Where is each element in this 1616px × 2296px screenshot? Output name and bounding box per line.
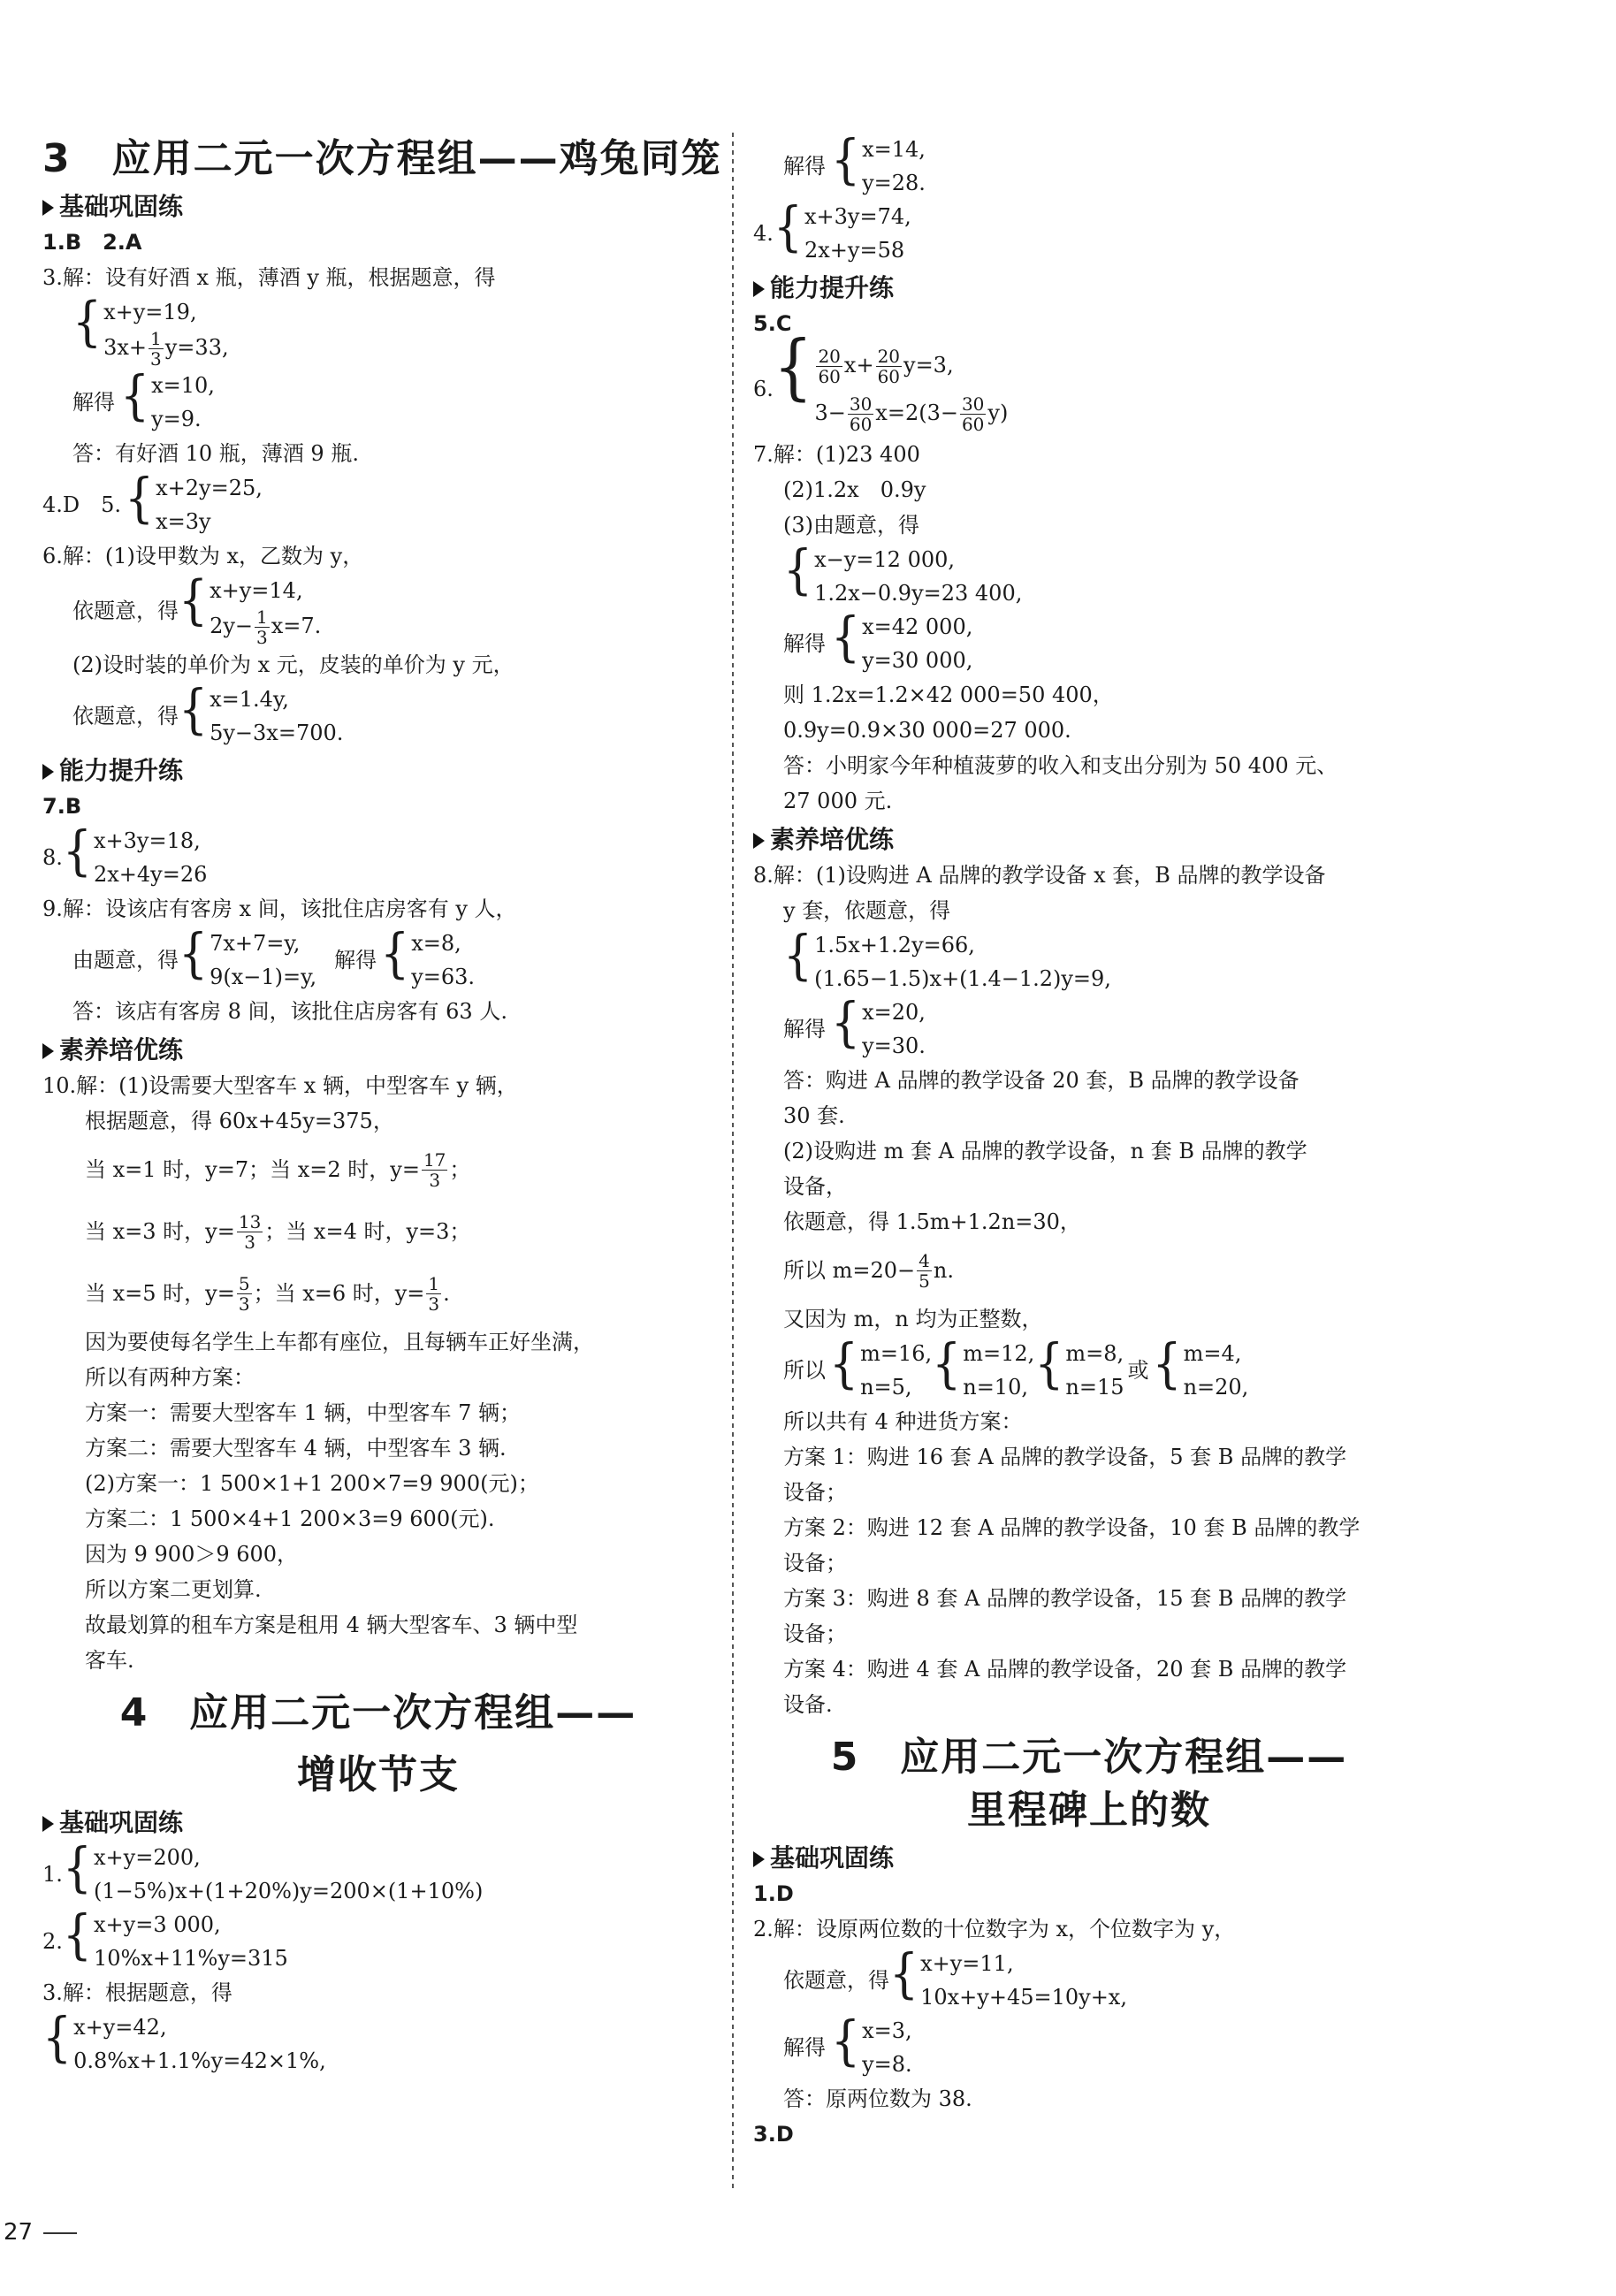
page-number: 27 <box>4 2219 77 2246</box>
answer-8-line: 设备； <box>783 1621 847 1646</box>
answer-3-solution-cont: 解得 { x=14, y=28. <box>783 129 926 195</box>
answer-b3-system: { x+y=42, 0.8%x+1.1%y=42×1%, <box>42 2007 326 2073</box>
footer-rule <box>43 2232 77 2234</box>
answer-7-solution: 解得 { x=42 000, y=30 000, <box>783 606 973 673</box>
answer-8-line: 答：购进 A 品牌的教学设备 20 套，B 品牌的教学设备 <box>783 1068 1300 1093</box>
answer-7-line: 0.9y=0.9×30 000=27 000. <box>783 718 1071 743</box>
answer-10-line: 方案二：1 500×4+1 200×3=9 600(元). <box>85 1507 495 1531</box>
heading-basic-4: 基础巩固练 <box>42 1805 714 1841</box>
fraction: $\frac{17}{3}$ <box>423 1148 446 1191</box>
fraction: $\frac{1}{3}$ <box>256 606 268 648</box>
answer-8-line: 所以共有 4 种进货方案： <box>783 1409 1023 1434</box>
answer-3-solution: 解得 { x=10, y=9. <box>72 365 215 431</box>
answer-9-intro: 9.解：设该店有客房 x 间，该批住店房客有 y 人， <box>42 896 517 921</box>
answer-10-line: 方案一：需要大型客车 1 辆，中型客车 7 辆； <box>85 1400 522 1425</box>
answer-6-intro: 6.解：(1)设甲数为 x，乙数为 y， <box>42 544 364 568</box>
answer-8-line: 所以 m=20− $\frac{4}{5}$ n. <box>783 1249 954 1292</box>
answer-6-system: 依题意，得 { x+y=14, 2y− $\frac{1}{3}$ x=7. <box>72 570 322 648</box>
heading-ability: 能力提升练 <box>42 753 714 789</box>
answer-10-line: (2)方案一：1 500×1+1 200×7=9 900(元)； <box>85 1471 539 1496</box>
answer-c1: 1.D <box>753 1881 794 1906</box>
answer-10-line: 故最划算的租车方案是租用 4 辆大型客车、3 辆中型 <box>85 1613 578 1637</box>
answer-10-line: 根据题意，得 60x+45y=375， <box>85 1109 394 1133</box>
triangle-icon <box>753 833 765 849</box>
answer-b3-intro: 3.解：根据题意，得 <box>42 1980 232 2005</box>
triangle-icon <box>42 200 54 216</box>
answer-10-line: 因为要使每名学生上车都有座位，且每辆车正好坐满， <box>85 1330 594 1354</box>
answer-c2-system: 依题意，得 { x+y=11, 10x+y+45=10y+x, <box>783 1943 1127 2010</box>
answer-4-5: 4.D 5. { x+2y=25, x=3y <box>42 468 263 534</box>
answer-7-line: 27 000 元. <box>783 789 893 813</box>
triangle-icon <box>753 1851 765 1867</box>
answer-c3: 3.D <box>753 2122 794 2147</box>
section-title-5-sub: 里程碑上的数 <box>967 1788 1211 1833</box>
answer-10-line: 当 x=3 时，y= $\frac{13}{3}$ ；当 x=4 时，y=3； <box>85 1210 471 1253</box>
answer-7-line: 则 1.2x=1.2×42 000=50 400， <box>783 683 1114 707</box>
triangle-icon <box>42 1816 54 1832</box>
answer-8-line: 方案 4：购进 4 套 A 品牌的教学设备，20 套 B 品牌的教学 <box>783 1657 1347 1682</box>
answer-8-line: 又因为 m，n 均为正整数， <box>783 1307 1043 1331</box>
triangle-icon <box>42 764 54 780</box>
answer-8-line: 设备； <box>783 1480 847 1505</box>
section-title-5: 5 应用二元一次方程组—— <box>830 1735 1348 1780</box>
fraction: $\frac{1}{3}$ <box>150 328 162 370</box>
answer-9-system: 由题意，得 { 7x+7=y, 9(x−1)=y, 解得 { x=8, y=63. <box>72 923 476 989</box>
triangle-icon <box>753 281 765 297</box>
answer-10-line: 当 x=5 时，y= $\frac{5}{3}$ ；当 x=6 时，y= $\frac{1}{3}$ . <box>85 1272 450 1315</box>
fraction: $\frac{5}{3}$ <box>238 1272 250 1315</box>
fraction: $\frac{13}{3}$ <box>238 1210 262 1253</box>
section-title-4: 4 应用二元一次方程组—— <box>119 1690 637 1735</box>
left-column <box>42 133 722 2078</box>
answer-10-intro: 10.解：(1)设需要大型客车 x 辆，中型客车 y 辆， <box>42 1073 518 1098</box>
answer-b1: 1. { x+y=200, (1−5%)x+(1+20%)y=200×(1+10%) <box>42 1837 484 1903</box>
answer-10-line: 当 x=1 时，y=7；当 x=2 时，y= $\frac{17}{3}$ ； <box>85 1148 471 1191</box>
answer-8-line: 设备. <box>783 1692 833 1717</box>
answer-c2-conclusion: 答：原两位数为 38. <box>783 2086 972 2111</box>
heading-basic-5: 基础巩固练 <box>753 1841 1425 1876</box>
answer-1-2: 1.B 2.A <box>42 230 142 255</box>
answer-7-1: 7.解：(1)23 400 <box>753 442 920 467</box>
section-title-3: 3 应用二元一次方程组——鸡兔同笼 <box>42 136 722 181</box>
answer-10-line: 所以有两种方案： <box>85 1365 255 1390</box>
answer-7-line: 答：小明家今年种植菠萝的收入和支出分别为 50 400 元、 <box>783 753 1338 778</box>
fraction: $\frac{4}{5}$ <box>919 1249 930 1292</box>
answer-8-line: 设备； <box>783 1551 847 1575</box>
answer-6-part2: (2)设时装的单价为 x 元，皮装的单价为 y 元， <box>72 652 515 677</box>
column-divider <box>732 133 734 2193</box>
answer-c2-intro: 2.解：设原两位数的十位数字为 x，个位数字为 y， <box>753 1917 1236 1941</box>
answer-10-line: 客车. <box>85 1648 134 1673</box>
answer-10-line: 方案二：需要大型客车 4 辆，中型客车 3 辆. <box>85 1436 507 1461</box>
heading-basic: 基础巩固练 <box>42 189 714 225</box>
answer-8-line: 8.解：(1)设购进 A 品牌的教学设备 x 套，B 品牌的教学设备 <box>753 863 1326 888</box>
answer-7-3: (3)由题意，得 <box>783 513 919 538</box>
right-column <box>753 129 1425 2152</box>
answer-6-part2-system: 依题意，得 { x=1.4y, 5y−3x=700. <box>72 679 344 745</box>
answer-8-line: 方案 2：购进 12 套 A 品牌的教学设备，10 套 B 品牌的教学 <box>783 1515 1361 1540</box>
triangle-icon <box>42 1043 54 1059</box>
answer-8-system: { 1.5x+1.2y=66, (1.65−1.5)x+(1.4−1.2)y=9, <box>783 925 1111 991</box>
answer-8-solution: 解得 { x=20, y=30. <box>783 992 926 1058</box>
answer-10-line: 因为 9 900＞9 600， <box>85 1542 299 1567</box>
answer-6: 6. { $\frac{20}{60}$ x+ $\frac{20}{60}$ y=3, 3− $\frac{30}{60}$ x=2(3− $\frac{30}{60}$ y) <box>753 324 1009 435</box>
heading-ability-r: 能力提升练 <box>753 271 1425 306</box>
heading-quality: 素养培优练 <box>42 1033 714 1068</box>
answer-c2-solution: 解得 { x=3, y=8. <box>783 2010 912 2077</box>
answer-b2: 2. { x+y=3 000, 10%x+11%y=315 <box>42 1904 288 1971</box>
heading-quality-r: 素养培优练 <box>753 822 1425 858</box>
answer-10-line: 所以方案二更划算. <box>85 1577 262 1602</box>
answer-3-conclusion: 答：有好酒 10 瓶，薄酒 9 瓶. <box>72 441 359 466</box>
answer-3-intro: 3.解：设有好酒 x 瓶，薄酒 y 瓶，根据题意，得 <box>42 265 496 290</box>
fraction: $\frac{1}{3}$ <box>428 1272 440 1315</box>
answer-8-cases: 所以 { m=16, n=5, { m=12, n=10, { m=8, n=15 或 { m=4, n=20, <box>783 1333 1249 1400</box>
answer-8-line: (2)设购进 m 套 A 品牌的教学设备，n 套 B 品牌的教学 <box>783 1139 1307 1163</box>
answer-7: 7.B <box>42 794 82 819</box>
answer-5: 5.C <box>753 311 792 336</box>
answer-7-system: { x−y=12 000, 1.2x−0.9y=23 400, <box>783 539 1023 606</box>
answer-8-line: 方案 1：购进 16 套 A 品牌的教学设备，5 套 B 品牌的教学 <box>783 1445 1347 1469</box>
answer-8: 8. { x+3y=18, 2x+4y=26 <box>42 820 208 887</box>
answer-9-conclusion: 答：该店有客房 8 间，该批住店房客有 63 人. <box>72 999 507 1024</box>
answer-8-line: 30 套. <box>783 1103 845 1128</box>
answer-8-line: 依题意，得 1.5m+1.2n=30， <box>783 1209 1081 1234</box>
answer-8-line: y 套，依题意，得 <box>783 898 951 923</box>
answer-4: 4. { x+3y=74, 2x+y=58 <box>753 196 911 263</box>
answer-7-2: (2)1.2x 0.9y <box>783 477 926 502</box>
answer-8-line: 设备， <box>783 1174 847 1199</box>
answer-3-system: { x+y=19, 3x+ $\frac{1}{3}$ y=33, <box>72 292 229 370</box>
answer-8-line: 方案 3：购进 8 套 A 品牌的教学设备，15 套 B 品牌的教学 <box>783 1586 1347 1611</box>
section-title-4-sub: 增收节支 <box>297 1752 460 1797</box>
